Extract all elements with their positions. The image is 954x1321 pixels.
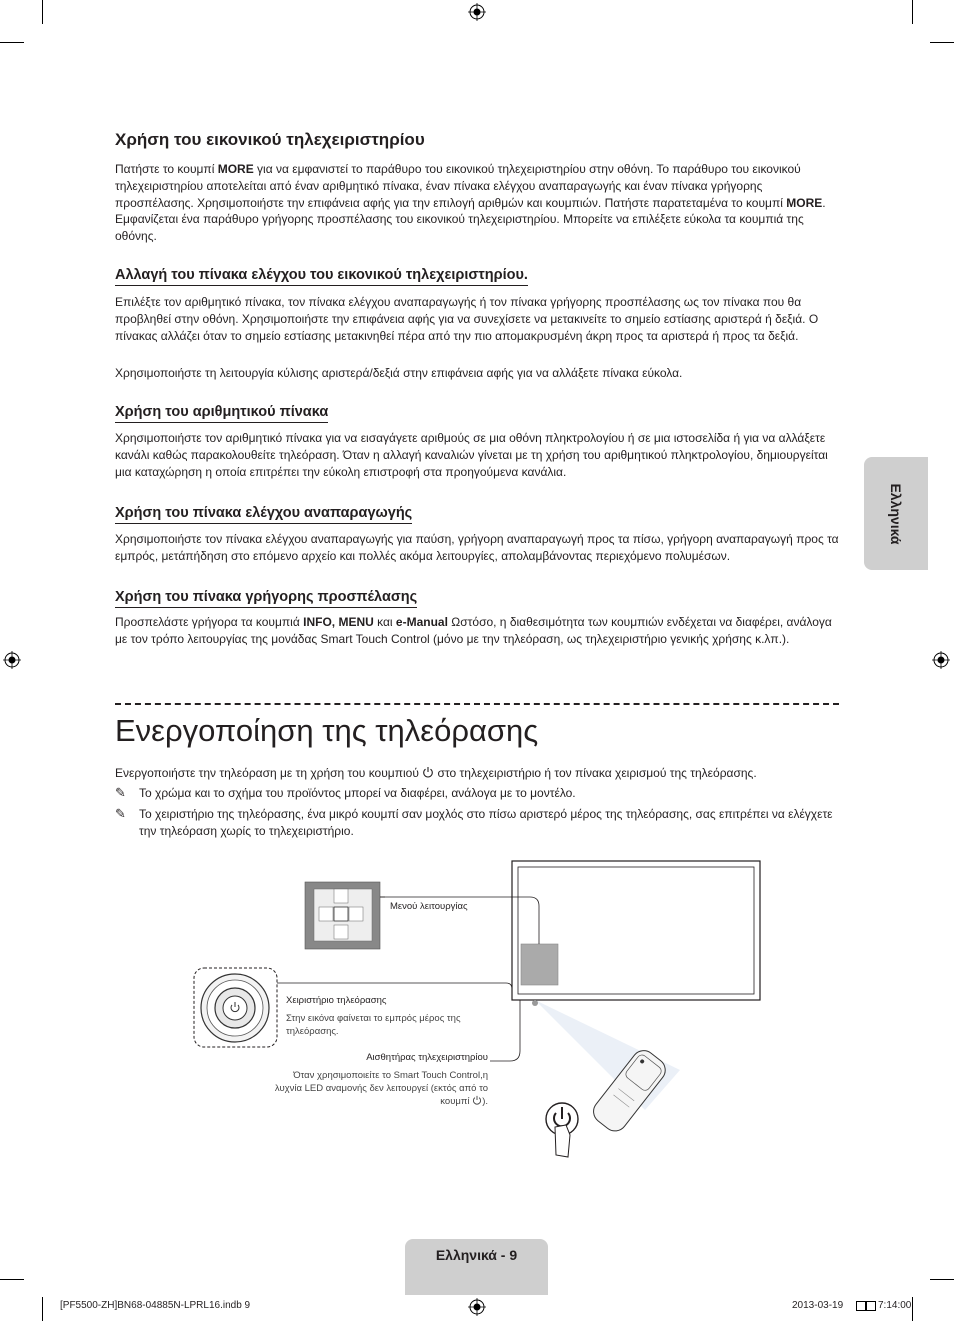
note-pencil-icon: ✎ xyxy=(115,806,126,821)
footer-date: 2013-03-19 xyxy=(792,1300,844,1311)
page-number-tab: Ελληνικά - 9 xyxy=(405,1239,548,1295)
remote-sensor-description: Όταν χρησιμοποιείτε το Smart Touch Control,η λυχνία LED αναμονής δεν λειτουργεί (εκτός από το κουμπί ). xyxy=(274,1070,488,1107)
crop-mark xyxy=(0,1279,24,1280)
language-side-tab: Ελληνικά xyxy=(864,457,928,570)
note-item: ✎ Το χρώμα και το σχήμα του προϊόντος μπορεί να διαφέρει, ανάλογα με το μοντέλο. xyxy=(115,785,576,800)
registration-mark-icon xyxy=(468,3,486,21)
power-icon xyxy=(472,1095,482,1105)
section-title-quick-access: Χρήση του πίνακα γρήγορης προσπέλασης xyxy=(115,588,417,608)
change-panel-paragraph-2: Χρησιμοποιήστε τη λειτουργία κύλισης αριστερά/δεξιά στην επιφάνεια αφής για να αλλάξετε πίνακα εύκολα. xyxy=(115,366,683,380)
registration-mark-icon xyxy=(932,651,950,669)
crop-mark xyxy=(930,1279,954,1280)
numeric-panel-paragraph: Χρησιμοποιήστε τον αριθμητικό πίνακα για να εισαγάγετε αριθμούς σε μια οθόνη πληκτρολογίου ή σε μια ιστοσελίδα ή για να αλλάξετε κανάλι καθώς παρακολουθείτε τηλεόραση. Όταν η αλλαγή καναλιών γίνεται με τη χρήση του αριθμητικού πληκτρολογίου, δημιουργείται μια καταχώρηση η οποία επιτρέπει την εύκολη επιστροφή στα προηγούμενα κανάλια. xyxy=(115,431,828,479)
menu-overlay-box xyxy=(521,944,558,985)
remote-sensor-label: Αισθητήρας τηλεχειριστηρίου xyxy=(366,1052,488,1063)
registration-mark-icon xyxy=(468,1298,486,1316)
crop-mark xyxy=(912,0,913,24)
crop-mark xyxy=(42,0,43,24)
section-title-virtual-remote: Χρήση του εικονικού τηλεχειριστηρίου xyxy=(115,130,425,149)
section-title-numeric-panel: Χρήση του αριθμητικού πίνακα xyxy=(115,403,328,423)
footer-file-name: [PF5500-ZH]BN68-04885N-LPRL16.indb 9 xyxy=(60,1300,251,1311)
crop-mark xyxy=(912,1297,913,1321)
change-panel-paragraph: Επιλέξτε τον αριθμητικό πίνακα, τον πίνακα ελέγχου αναπαραγωγής ή τον πίνακα γρήγορης προσπέλασης ως τον πίνακα που θα προβληθεί στην οθόνη. Χρησιμοποιήστε την επιφάνεια αφής για να συνεχίσετε να μετακινείτε το σημείο εστίασης αριστερά ή δεξιά. Ο πίνακας αλλάζει όταν το σημείο εστίασης μετακινηθεί πέρα από την πιο απομακρυσμένη άκρη προς τα αριστερά ή προς τα δεξιά. xyxy=(115,295,819,343)
quick-access-paragraph: Προσπελάστε γρήγορα τα κουμπιά INFO, MENU και e-Manual Ωστόσο, η διαθεσιμότητα των κουμπιών ενδέχεται να διαφέρει, ανάλογα με τον τρόπο λειτουργίας της μονάδας Smart Touch Control (μόνο με την τηλεόραση, ως τηλεχειριστήριο γενικής χρήσης κ.λπ.). xyxy=(115,615,832,646)
note-item: ✎ Το χειριστήριο της τηλεόρασης, ένα μικρό κουμπί σαν μοχλός στο πίσω αριστερό μέρος της τηλεόρασης, σας επιτρέπει να ελέγχετε την τηλεόραση χωρίς το τηλεχειριστήριο. xyxy=(115,806,833,838)
playback-panel-paragraph: Χρησιμοποιήστε τον πίνακα ελέγχου αναπαραγωγής για παύση, γρήγορη αναπαραγωγή προς τα πίσω, γρήγορη αναπαραγωγή προς τα εμπρός, μετάπήδηση στο επόμενο αρχείο και πολλές ακόμα λειτουργίες, απολαμβάνοντας περιεχόμενο πολυμέσων. xyxy=(115,532,839,563)
section-title-power-on: Ενεργοποίηση της τηλεόρασης xyxy=(115,713,539,748)
registration-mark-icon xyxy=(3,651,21,669)
section-divider xyxy=(115,703,839,705)
tv-controller-label: Χειριστήριο τηλεόρασης xyxy=(286,995,387,1006)
footer-glyph-box xyxy=(866,1301,876,1311)
menu-function-label: Μενού λειτουργίας xyxy=(390,901,468,912)
power-on-paragraph: Ενεργοποιήστε την τηλεόραση με τη χρήση του κουμπιού στο τηλεχειριστήριο ή τον πίνακα χειρισμού της τηλεόρασης. xyxy=(115,766,757,780)
crop-mark xyxy=(42,1297,43,1321)
crop-mark xyxy=(930,42,954,43)
section-title-playback-panel: Χρήση του πίνακα ελέγχου αναπαραγωγής xyxy=(115,504,412,524)
tv-controller-description: Στην εικόνα φαίνεται το εμπρός μέρος της τηλεόρασης. xyxy=(286,1013,461,1037)
note-pencil-icon: ✎ xyxy=(115,785,126,800)
footer-glyph-box xyxy=(856,1301,866,1311)
crop-mark xyxy=(0,42,24,43)
power-icon xyxy=(422,766,434,778)
section-title-change-panel: Αλλαγή του πίνακα ελέγχου του εικονικού τηλεχειριστηρίου. xyxy=(115,266,528,286)
tv-controls-diagram xyxy=(190,855,770,1165)
footer-time: 7:14:00 xyxy=(878,1300,912,1311)
virtual-remote-paragraph: Πατήστε το κουμπί MORE για να εμφανιστεί το παράθυρο του εικονικού τηλεχειριστηρίου στην οθόνη. Το παράθυρο του εικονικού τηλεχειριστηρίου αποτελείται από έναν αριθμητικό πίνακα, έναν πίνακα ελέγχου αναπαραγωγής και έναν πίνακα γρήγορης προσπέλασης. Χρησιμοποιήστε την επιφάνεια αφής για την επιλογή αριθμών και κουμπιών. Πατήστε παρατεταμένα το κουμπί MORE. Εμφανίζεται ένα παράθυρο γρήγορης προσπέλασης του εικονικού τηλεχειριστηρίου. Μπορείτε να επιλέξετε εύκολα τα κουμπιά της οθόνης. xyxy=(115,162,826,244)
